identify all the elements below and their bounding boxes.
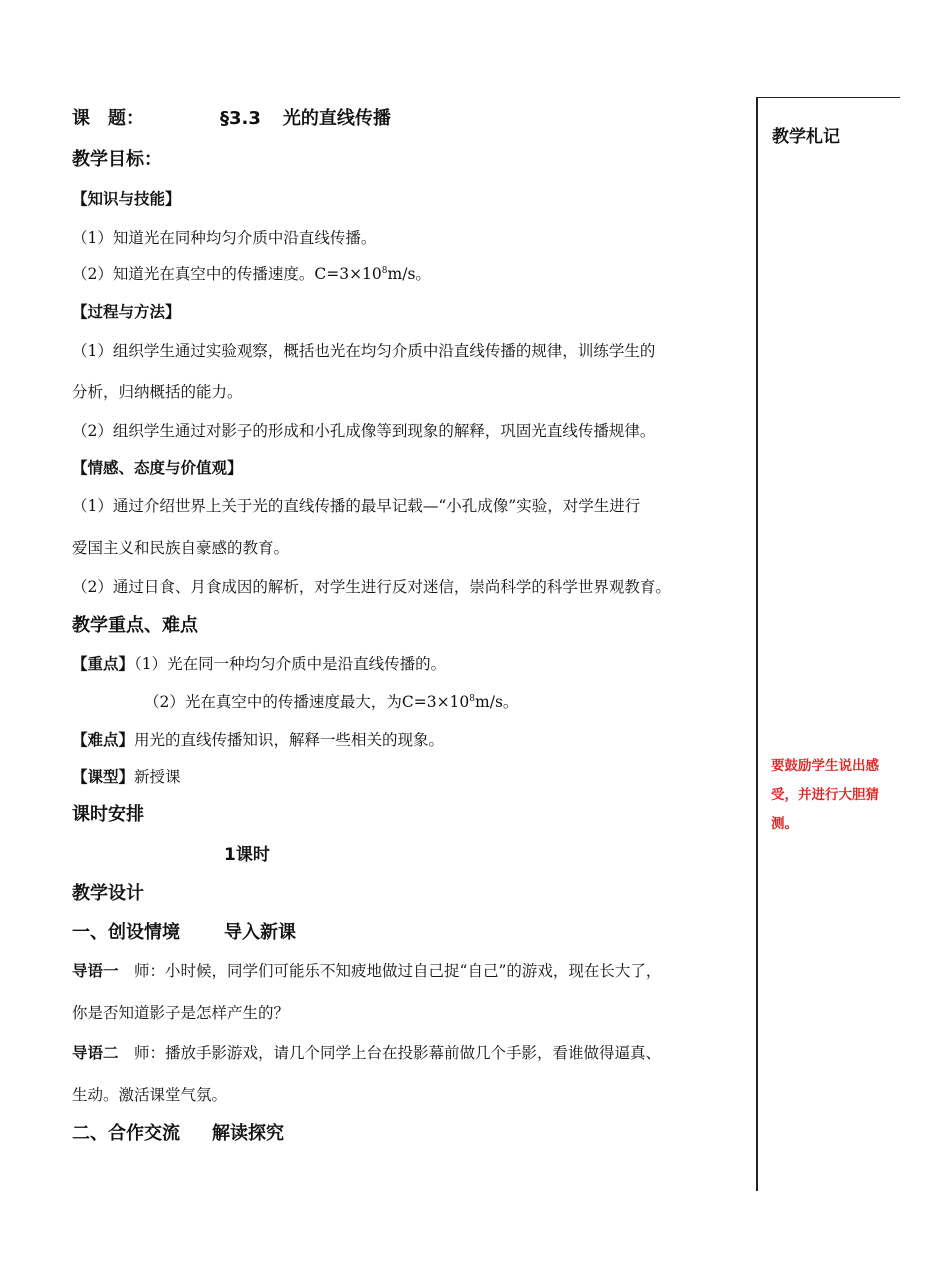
emotion-item-1b: 爱国主义和民族自豪感的教育。 <box>72 539 290 557</box>
notes-title: 教学札记 <box>772 127 840 147</box>
knowledge-item-1: （1）知道光在同种均匀介质中沿直线传播。 <box>72 229 377 247</box>
notes-remark: 要鼓励学生说出感受，并进行大胆猜测。 <box>771 758 879 832</box>
process-item-2: （2）组织学生通过对影子的形成和小孔成像等到现象的解释，巩固光直线传播规律。 <box>72 422 656 440</box>
section-1-heading: 一、创设情境 导入新课 <box>72 922 296 943</box>
intro-2-label: 导语二 <box>72 1044 119 1062</box>
process-item-1b: 分析，归纳概括的能力。 <box>72 383 243 401</box>
intro-1-line-a: 导语一 师：小时候，同学们可能乐不知疲地做过自己捉“自己”的游戏，现在长大了， <box>72 962 662 980</box>
focus-item-2: （2）光在真空中的传播速度最大，为$C=3\times 10^8m/s$。 <box>144 693 519 711</box>
topic-label: 课 题： <box>72 108 144 129</box>
intro-2-line-a: 导语二 师：播放手影游戏，请几个同学上台在投影幕前做几个手影，看谁做得逼真、 <box>72 1044 662 1062</box>
lesson-type: 【课型】新授课 <box>72 768 181 786</box>
process-heading: 【过程与方法】 <box>72 303 181 321</box>
intro-1-line-b: 你是否知道影子是怎样产生的？ <box>72 1004 290 1022</box>
focus-item-1: 【重点】（1）光在同一种均匀介质中是沿直线传播的。 <box>72 655 447 673</box>
difficulty-item: 【难点】用光的直线传播知识，解释一些相关的现象。 <box>72 731 445 749</box>
knowledge-heading: 【知识与技能】 <box>72 190 181 208</box>
emotion-item-2: （2）通过日食、月食成因的解析，对学生进行反对迷信，崇尚科学的科学世界观教育。 <box>72 578 671 596</box>
notes-column-border <box>756 97 900 1191</box>
key-points-heading: 教学重点、难点 <box>72 615 198 636</box>
focus-label: 【重点】 <box>72 655 135 673</box>
emotion-item-1a: （1）通过介绍世界上关于光的直线传播的最早记载—“小孔成像”实验，对学生进行 <box>72 497 641 515</box>
schedule-hours: 1课时 <box>224 845 270 865</box>
topic-title: 光的直线传播 <box>282 108 391 129</box>
section-2-heading: 二、合作交流 解读探究 <box>72 1123 284 1144</box>
type-label: 【课型】 <box>72 768 135 786</box>
topic-number: §3.3 <box>220 108 261 129</box>
intro-2-line-b: 生动。激活课堂气氛。 <box>72 1086 228 1104</box>
difficulty-label: 【难点】 <box>72 731 135 749</box>
design-heading: 教学设计 <box>72 883 144 904</box>
schedule-heading: 课时安排 <box>72 804 144 825</box>
process-item-1a: （1）组织学生通过实验观察，概括也光在均匀介质中沿直线传播的规律，训练学生的 <box>72 342 656 360</box>
topic-line <box>72 107 391 131</box>
knowledge-item-2: （2）知道光在真空中的传播速度。$C=3\times 10^8m/s$。 <box>72 265 431 283</box>
emotion-heading: 【情感、态度与价值观】 <box>72 459 243 477</box>
intro-1-label: 导语一 <box>72 962 119 980</box>
objectives-heading: 教学目标： <box>72 149 162 170</box>
